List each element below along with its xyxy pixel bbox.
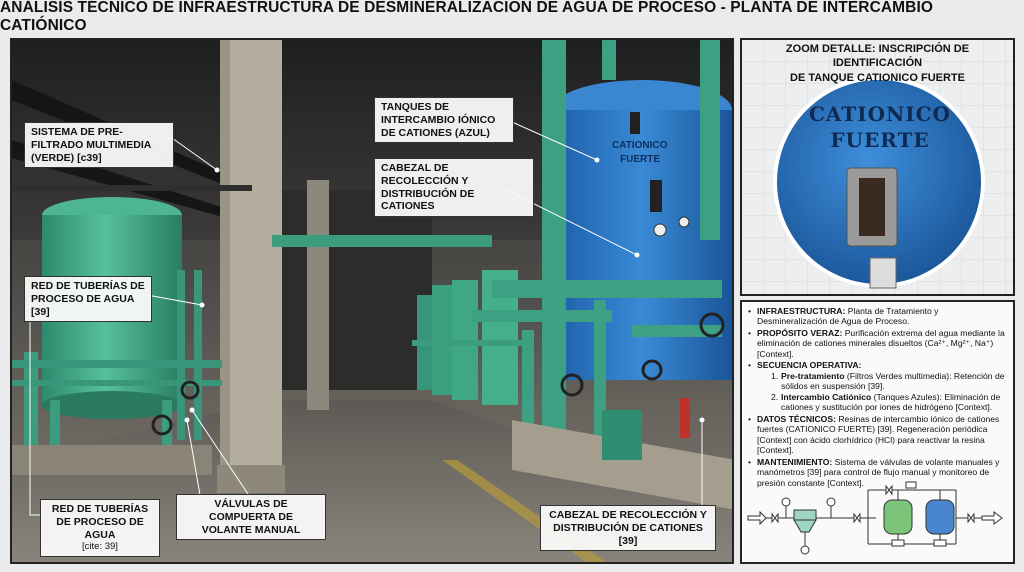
tank-inscription-line2: FUERTE	[620, 154, 660, 165]
info-secuencia: • SECUENCIA OPERATIVA: 1. Pre-tratamiento (Filtros Verdes multimedia): Retención de sólidos en suspensión [39]. 2. Intercambio Catiónico (Tanques Azules): Eliminación de cationes y sustitución por iones de hidrógeno [Context].	[748, 360, 1007, 412]
callout-cabezal-top: CABEZAL DE RECOLECCIÓN Y DISTRIBUCIÓN DE CATIONES	[374, 158, 534, 217]
zoom-title	[742, 42, 1013, 85]
info-mantenimiento: • MANTENIMIENTO: Sistema de válvulas de volante manuales y manómetros [39] para control de flujo manual y monitoreo de presión constante [Context].	[748, 457, 1007, 488]
callout-red-bottom	[40, 499, 160, 557]
zoom-title-line1: ZOOM DETALLE: INSCRIPCIÓN DE IDENTIFICACIÓN	[785, 43, 970, 70]
info-step-1: 1. Pre-tratamiento (Filtros Verdes multimedia): Retención de sólidos en suspensión [39].	[771, 370, 1005, 392]
zoom-panel	[740, 38, 1015, 296]
tank-inscription-line1: CATIONICO	[612, 140, 668, 151]
plant-photo	[10, 38, 734, 564]
info-panel	[740, 300, 1015, 564]
callout-prefiltrado: SISTEMA DE PRE-FILTRADO MULTIMEDIA (VERDE) [c39]	[24, 122, 174, 168]
callout-red-bottom-cite: [cite: 39]	[82, 541, 118, 553]
info-proposito: • PROPÓSITO VERAZ: Purificación extrema del agua mediante la eliminación de cationes minerales disueltos (Ca²⁺, Mg²⁺, Na⁺) [Context].	[748, 328, 1007, 359]
info-infraestructura: • INFRAESTRUCTURA: Planta de Tratamiento y Desmineralización de Agua de Proceso.	[748, 306, 1007, 327]
zoom-inscription-line1: CATIONICO	[809, 102, 951, 126]
process-flow-diagram	[746, 480, 1008, 562]
callout-red-bottom-label: RED DE TUBERÍAS DE PROCESO DE AGUA	[51, 503, 149, 541]
page-title: ANÁLISIS TÉCNICO DE INFRAESTRUCTURA DE DESMINERALIZACIÓN DE AGUA DE PROCESO - PLANTA DE INTERCAMBIO CATIÓNICO	[0, 0, 934, 34]
callout-tanques: TANQUES DE INTERCAMBIO IÓNICO DE CATIONES (AZUL)	[374, 97, 514, 143]
zoom-inscription-line2: FUERTE	[830, 128, 930, 152]
callout-red-top: RED DE TUBERÍAS DE PROCESO DE AGUA [39]	[24, 276, 152, 322]
callout-valvulas: VÁLVULAS DE COMPUERTA DE VOLANTE MANUAL	[176, 494, 326, 540]
info-step-2: 2. Intercambio Catiónico (Tanques Azules): Eliminación de cationes y sustitución por iones de hidrógeno [Context].	[771, 391, 1001, 413]
info-datos: • DATOS TÉCNICOS: Resinas de intercambio iónico de cationes fuertes (CATIONICO FUERTE) [39]. Regeneración periódica [Context] con ácido clorhídrico (HCl) para reactivar la resina [Context].	[748, 414, 1007, 456]
callout-cabezal-bottom: CABEZAL DE RECOLECCIÓN Y DISTRIBUCIÓN DE CATIONES [39]	[540, 505, 716, 551]
zoom-title-line2: DE TANQUE CATIONICO FUERTE	[790, 71, 965, 84]
